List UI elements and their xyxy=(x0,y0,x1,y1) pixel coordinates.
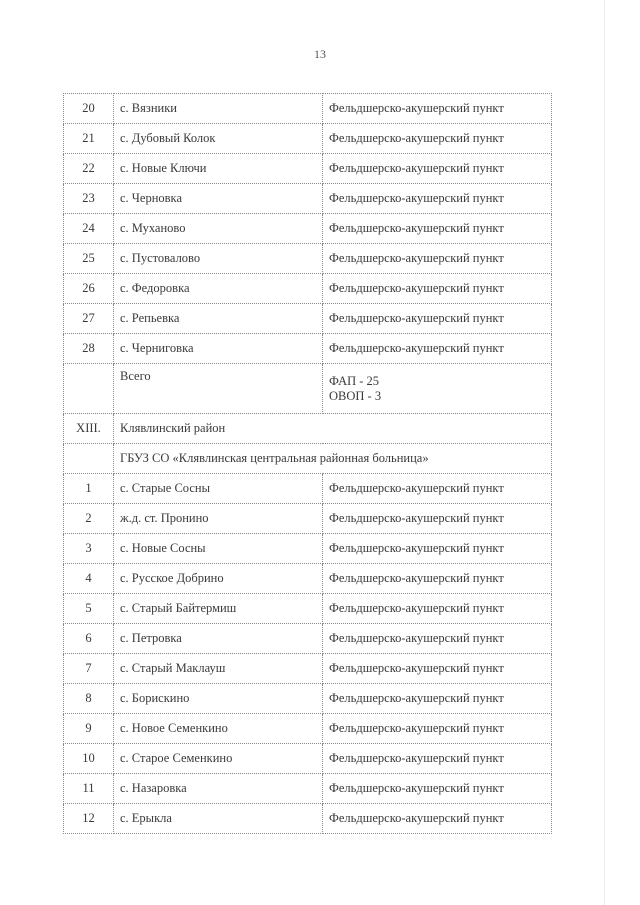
facility-type: Фельдшерско-акушерский пункт xyxy=(323,774,552,804)
row-number: 5 xyxy=(64,594,114,624)
facility-type: Фельдшерско-акушерский пункт xyxy=(323,714,552,744)
table-row xyxy=(64,684,552,714)
row-number: 10 xyxy=(64,744,114,774)
institution-row xyxy=(64,444,552,474)
row-number: 2 xyxy=(64,504,114,534)
settlement-name: с. Старый Байтермиш xyxy=(114,594,323,624)
settlement-name: с. Черниговка xyxy=(114,334,323,364)
facility-type: Фельдшерско-акушерский пункт xyxy=(323,534,552,564)
facility-type: Фельдшерско-акушерский пункт xyxy=(323,304,552,334)
settlement-name: с. Репьевка xyxy=(114,304,323,334)
settlement-name: с. Федоровка xyxy=(114,274,323,304)
facility-type: Фельдшерско-акушерский пункт xyxy=(323,504,552,534)
total-fap: ФАП - 25 xyxy=(329,373,380,388)
settlement-name: с. Назаровка xyxy=(114,774,323,804)
row-number: 22 xyxy=(64,154,114,184)
table-body-bottom xyxy=(64,474,552,834)
row-number: 26 xyxy=(64,274,114,304)
table-row xyxy=(64,334,552,364)
table-row xyxy=(64,534,552,564)
settlement-name: с. Дубовый Колок xyxy=(114,124,323,154)
table-row xyxy=(64,804,552,834)
table-row xyxy=(64,774,552,804)
table-row xyxy=(64,244,552,274)
row-number: 23 xyxy=(64,184,114,214)
settlement-name: с. Пустовалово xyxy=(114,244,323,274)
facility-type: Фельдшерско-акушерский пункт xyxy=(323,214,552,244)
settlement-name: с. Борискино xyxy=(114,684,323,714)
row-number: 8 xyxy=(64,684,114,714)
section-row xyxy=(64,414,552,444)
total-ovop: ОВОП - 3 xyxy=(329,388,382,403)
row-number: 4 xyxy=(64,564,114,594)
facility-type: Фельдшерско-акушерский пункт xyxy=(323,124,552,154)
table-row xyxy=(64,184,552,214)
facility-type: Фельдшерско-акушерский пункт xyxy=(323,154,552,184)
row-number: 21 xyxy=(64,124,114,154)
table-row xyxy=(64,124,552,154)
table-row xyxy=(64,154,552,184)
section-num: XIII. xyxy=(64,414,114,444)
facility-type: Фельдшерско-акушерский пункт xyxy=(323,184,552,214)
section-title: Клявлинский район xyxy=(114,414,552,444)
facility-type: Фельдшерско-акушерский пункт xyxy=(323,564,552,594)
facility-type: Фельдшерско-акушерский пункт xyxy=(323,804,552,834)
table-row xyxy=(64,94,552,124)
table-row xyxy=(64,714,552,744)
settlement-name: с. Новые Сосны xyxy=(114,534,323,564)
table-row xyxy=(64,304,552,334)
settlement-name: с. Черновка xyxy=(114,184,323,214)
row-number: 6 xyxy=(64,624,114,654)
row-number: 24 xyxy=(64,214,114,244)
settlement-name: с. Ерыкла xyxy=(114,804,323,834)
facility-table xyxy=(63,93,552,834)
total-values xyxy=(323,364,552,414)
total-label: Всего xyxy=(114,364,323,414)
settlement-name: ж.д. ст. Пронино xyxy=(114,504,323,534)
table-row xyxy=(64,594,552,624)
row-number: 25 xyxy=(64,244,114,274)
settlement-name: с. Вязники xyxy=(114,94,323,124)
facility-type: Фельдшерско-акушерский пункт xyxy=(323,334,552,364)
settlement-name: с. Новые Ключи xyxy=(114,154,323,184)
facility-type: Фельдшерско-акушерский пункт xyxy=(323,94,552,124)
table-row xyxy=(64,214,552,244)
settlement-name: с. Русское Добрино xyxy=(114,564,323,594)
table-body-middle xyxy=(64,364,552,474)
facility-type: Фельдшерско-акушерский пункт xyxy=(323,744,552,774)
row-number: 11 xyxy=(64,774,114,804)
row-number: 1 xyxy=(64,474,114,504)
facility-type: Фельдшерско-акушерский пункт xyxy=(323,654,552,684)
institution-name: ГБУЗ СО «Клявлинская центральная районная больница» xyxy=(114,444,552,474)
settlement-name: с. Старый Маклауш xyxy=(114,654,323,684)
row-number: 3 xyxy=(64,534,114,564)
table-row xyxy=(64,624,552,654)
total-num-cell xyxy=(64,364,114,414)
facility-type: Фельдшерско-акушерский пункт xyxy=(323,594,552,624)
settlement-name: с. Муханово xyxy=(114,214,323,244)
row-number: 9 xyxy=(64,714,114,744)
row-number: 12 xyxy=(64,804,114,834)
row-number: 20 xyxy=(64,94,114,124)
row-number: 28 xyxy=(64,334,114,364)
table-body-top xyxy=(64,94,552,364)
facility-type: Фельдшерско-акушерский пункт xyxy=(323,474,552,504)
institution-num-cell xyxy=(64,444,114,474)
page-number: 13 xyxy=(314,47,326,61)
facility-type: Фельдшерско-акушерский пункт xyxy=(323,274,552,304)
facility-type: Фельдшерско-акушерский пункт xyxy=(323,624,552,654)
scan-edge-line xyxy=(604,0,605,905)
table-row xyxy=(64,654,552,684)
settlement-name: с. Старое Семенкино xyxy=(114,744,323,774)
table-row xyxy=(64,744,552,774)
facility-type: Фельдшерско-акушерский пункт xyxy=(323,244,552,274)
settlement-name: с. Новое Семенкино xyxy=(114,714,323,744)
table-row xyxy=(64,564,552,594)
table-row xyxy=(64,274,552,304)
settlement-name: с. Петровка xyxy=(114,624,323,654)
facility-type: Фельдшерско-акушерский пункт xyxy=(323,684,552,714)
row-number: 7 xyxy=(64,654,114,684)
row-number: 27 xyxy=(64,304,114,334)
table-row xyxy=(64,504,552,534)
total-row xyxy=(64,364,552,414)
settlement-name: с. Старые Сосны xyxy=(114,474,323,504)
table-row xyxy=(64,474,552,504)
